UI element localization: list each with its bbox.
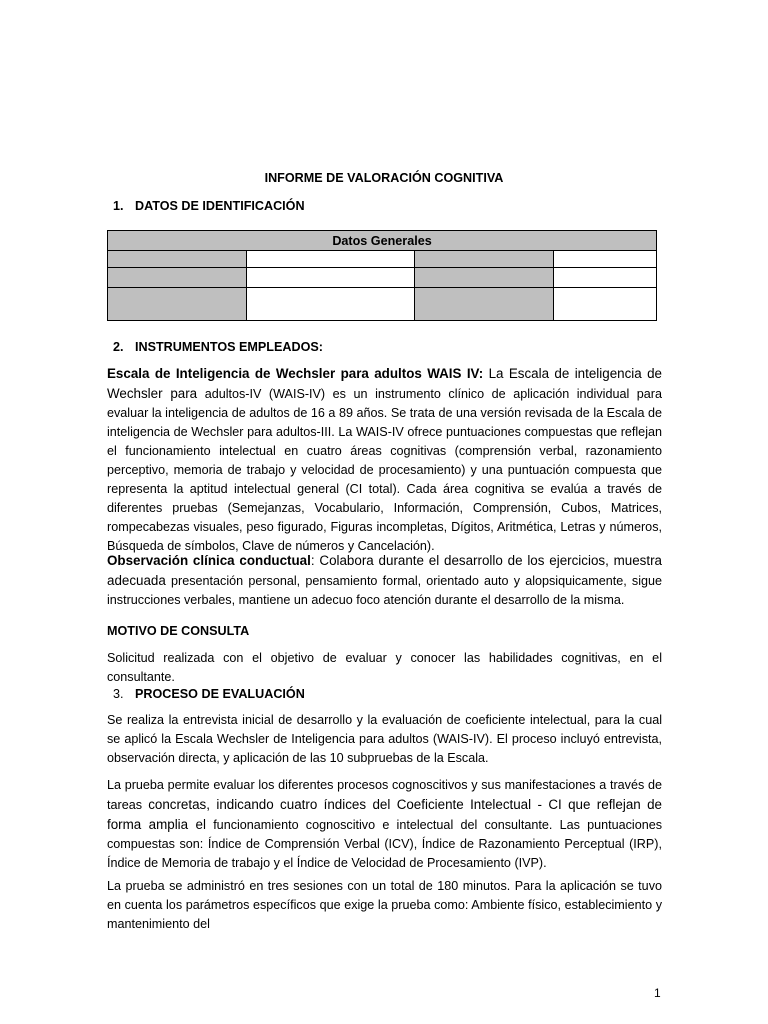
table-label-cell <box>415 268 554 288</box>
wais-body-text: adultos-IV (WAIS-IV) es un instrumento clínico de aplicación individual para evaluar la inteligencia de adultos de 16 a 89 años. Se trata de una versión revisada de la Escala de inteligencia de Wechsler para adultos-III. La WAIS-IV ofrece puntuaciones compuestas que reflejan el funcionamiento intelectual en cuatro áreas cognitivas (comprensión verbal, razonamiento perceptivo, memoria de trabajo y velocidad de procesamiento) y una puntuación compuesta que representa la aptitud intelectual general (CI total). Cada área cognitiva se evalúa a través de diferentes pruebas (Semejanzas, Vocabulario, Información, Comprensión, Cubos, Matrices, rompecabezas visuales, peso figurado, Figuras incompletas, Dígitos, Aritmética, Letras y números, Búsqueda de símbolos, Clave de números y Cancelación). <box>107 387 662 553</box>
section-2-number: 2. <box>113 340 124 354</box>
section-2-heading <box>113 340 323 354</box>
section-1-heading <box>113 199 305 213</box>
table-label-cell <box>108 251 247 268</box>
observation-lead-text: : Colabora durante el desarrollo de los ejercicios, muestra adecuada <box>107 553 662 588</box>
observation-label: Observación clínica conductual <box>107 553 311 568</box>
table-value-cell <box>247 288 415 321</box>
document-title: INFORME DE VALORACIÓN COGNITIVA <box>264 171 504 185</box>
table-row <box>108 288 657 321</box>
proceso-paragraph-2-line-a: La prueba permite evaluar los diferentes procesos cognoscitivos y sus manifestaciones a través de tareas <box>107 778 662 812</box>
table-label-cell <box>108 268 247 288</box>
motivo-heading: MOTIVO DE CONSULTA <box>107 624 250 638</box>
motivo-paragraph: Solicitud realizada con el objetivo de evaluar y conocer las habilidades cognitivas, en el consultante. <box>107 651 662 684</box>
proceso-paragraph-3: La prueba se administró en tres sesiones con un total de 180 minutos. Para la aplicación se tuvo en cuenta los parámetros específicos que exige la prueba como: Ambiente físico, establecimiento y mantenimiento del <box>107 879 662 931</box>
section-3-title: PROCESO DE EVALUACIÓN <box>135 687 305 701</box>
wais-lead-text: La Escala de inteligencia de Wechsler para <box>107 366 662 401</box>
table-label-cell <box>415 288 554 321</box>
table-value-cell <box>554 251 657 268</box>
table-header: Datos Generales <box>108 231 657 251</box>
table-value-cell <box>247 251 415 268</box>
section-1-title: DATOS DE IDENTIFICACIÓN <box>135 199 305 213</box>
section-3-heading <box>113 687 305 701</box>
table-value-cell <box>554 268 657 288</box>
proceso-paragraph-2-line-b: concretas, indicando cuatro índices del Coeficiente Intelectual - CI que reflejan de forma amplia el <box>107 797 663 832</box>
observation-body-text: presentación personal, pensamiento formal, orientado auto y alopsiquicamente, sigue instrucciones verbales, mantiene un adecuo foco atención durante el desarrollo de la misma. <box>107 574 663 607</box>
table-label-cell <box>415 251 554 268</box>
datos-generales-table <box>107 230 657 321</box>
table-row <box>108 251 657 268</box>
table-label-cell <box>108 288 247 321</box>
section-2-title: INSTRUMENTOS EMPLEADOS: <box>135 340 323 354</box>
table-row <box>108 268 657 288</box>
page-number: 1 <box>654 986 661 1000</box>
section-1-number: 1. <box>113 199 124 213</box>
observation-paragraph <box>107 551 662 610</box>
table-value-cell <box>554 288 657 321</box>
proceso-paragraph-1: Se realiza la entrevista inicial de desarrollo y la evaluación de coeficiente intelectual, para la cual se aplicó la Escala Wechsler de Inteligencia para adultos (WAIS-IV). El proceso incluyó entrevista, observación directa, y aplicación de las 10 subpruebas de la Escala. <box>107 713 662 765</box>
wais-label: Escala de Inteligencia de Wechsler para adultos WAIS IV: <box>107 366 484 381</box>
table-value-cell <box>247 268 415 288</box>
proceso-paragraph-2 <box>107 776 662 873</box>
proceso-paragraph-2-line-c: funcionamiento cognoscitivo e intelectual del consultante. Las puntuaciones compuestas son: Índice de Comprensión Verbal (ICV), Índice de Razonamiento Perceptual (IRP), Índice de Memoria de trabajo y el Índice de Velocidad de Procesamiento (IVP). <box>107 818 663 870</box>
section-3-number: 3. <box>113 687 124 701</box>
wais-paragraph <box>107 364 662 556</box>
